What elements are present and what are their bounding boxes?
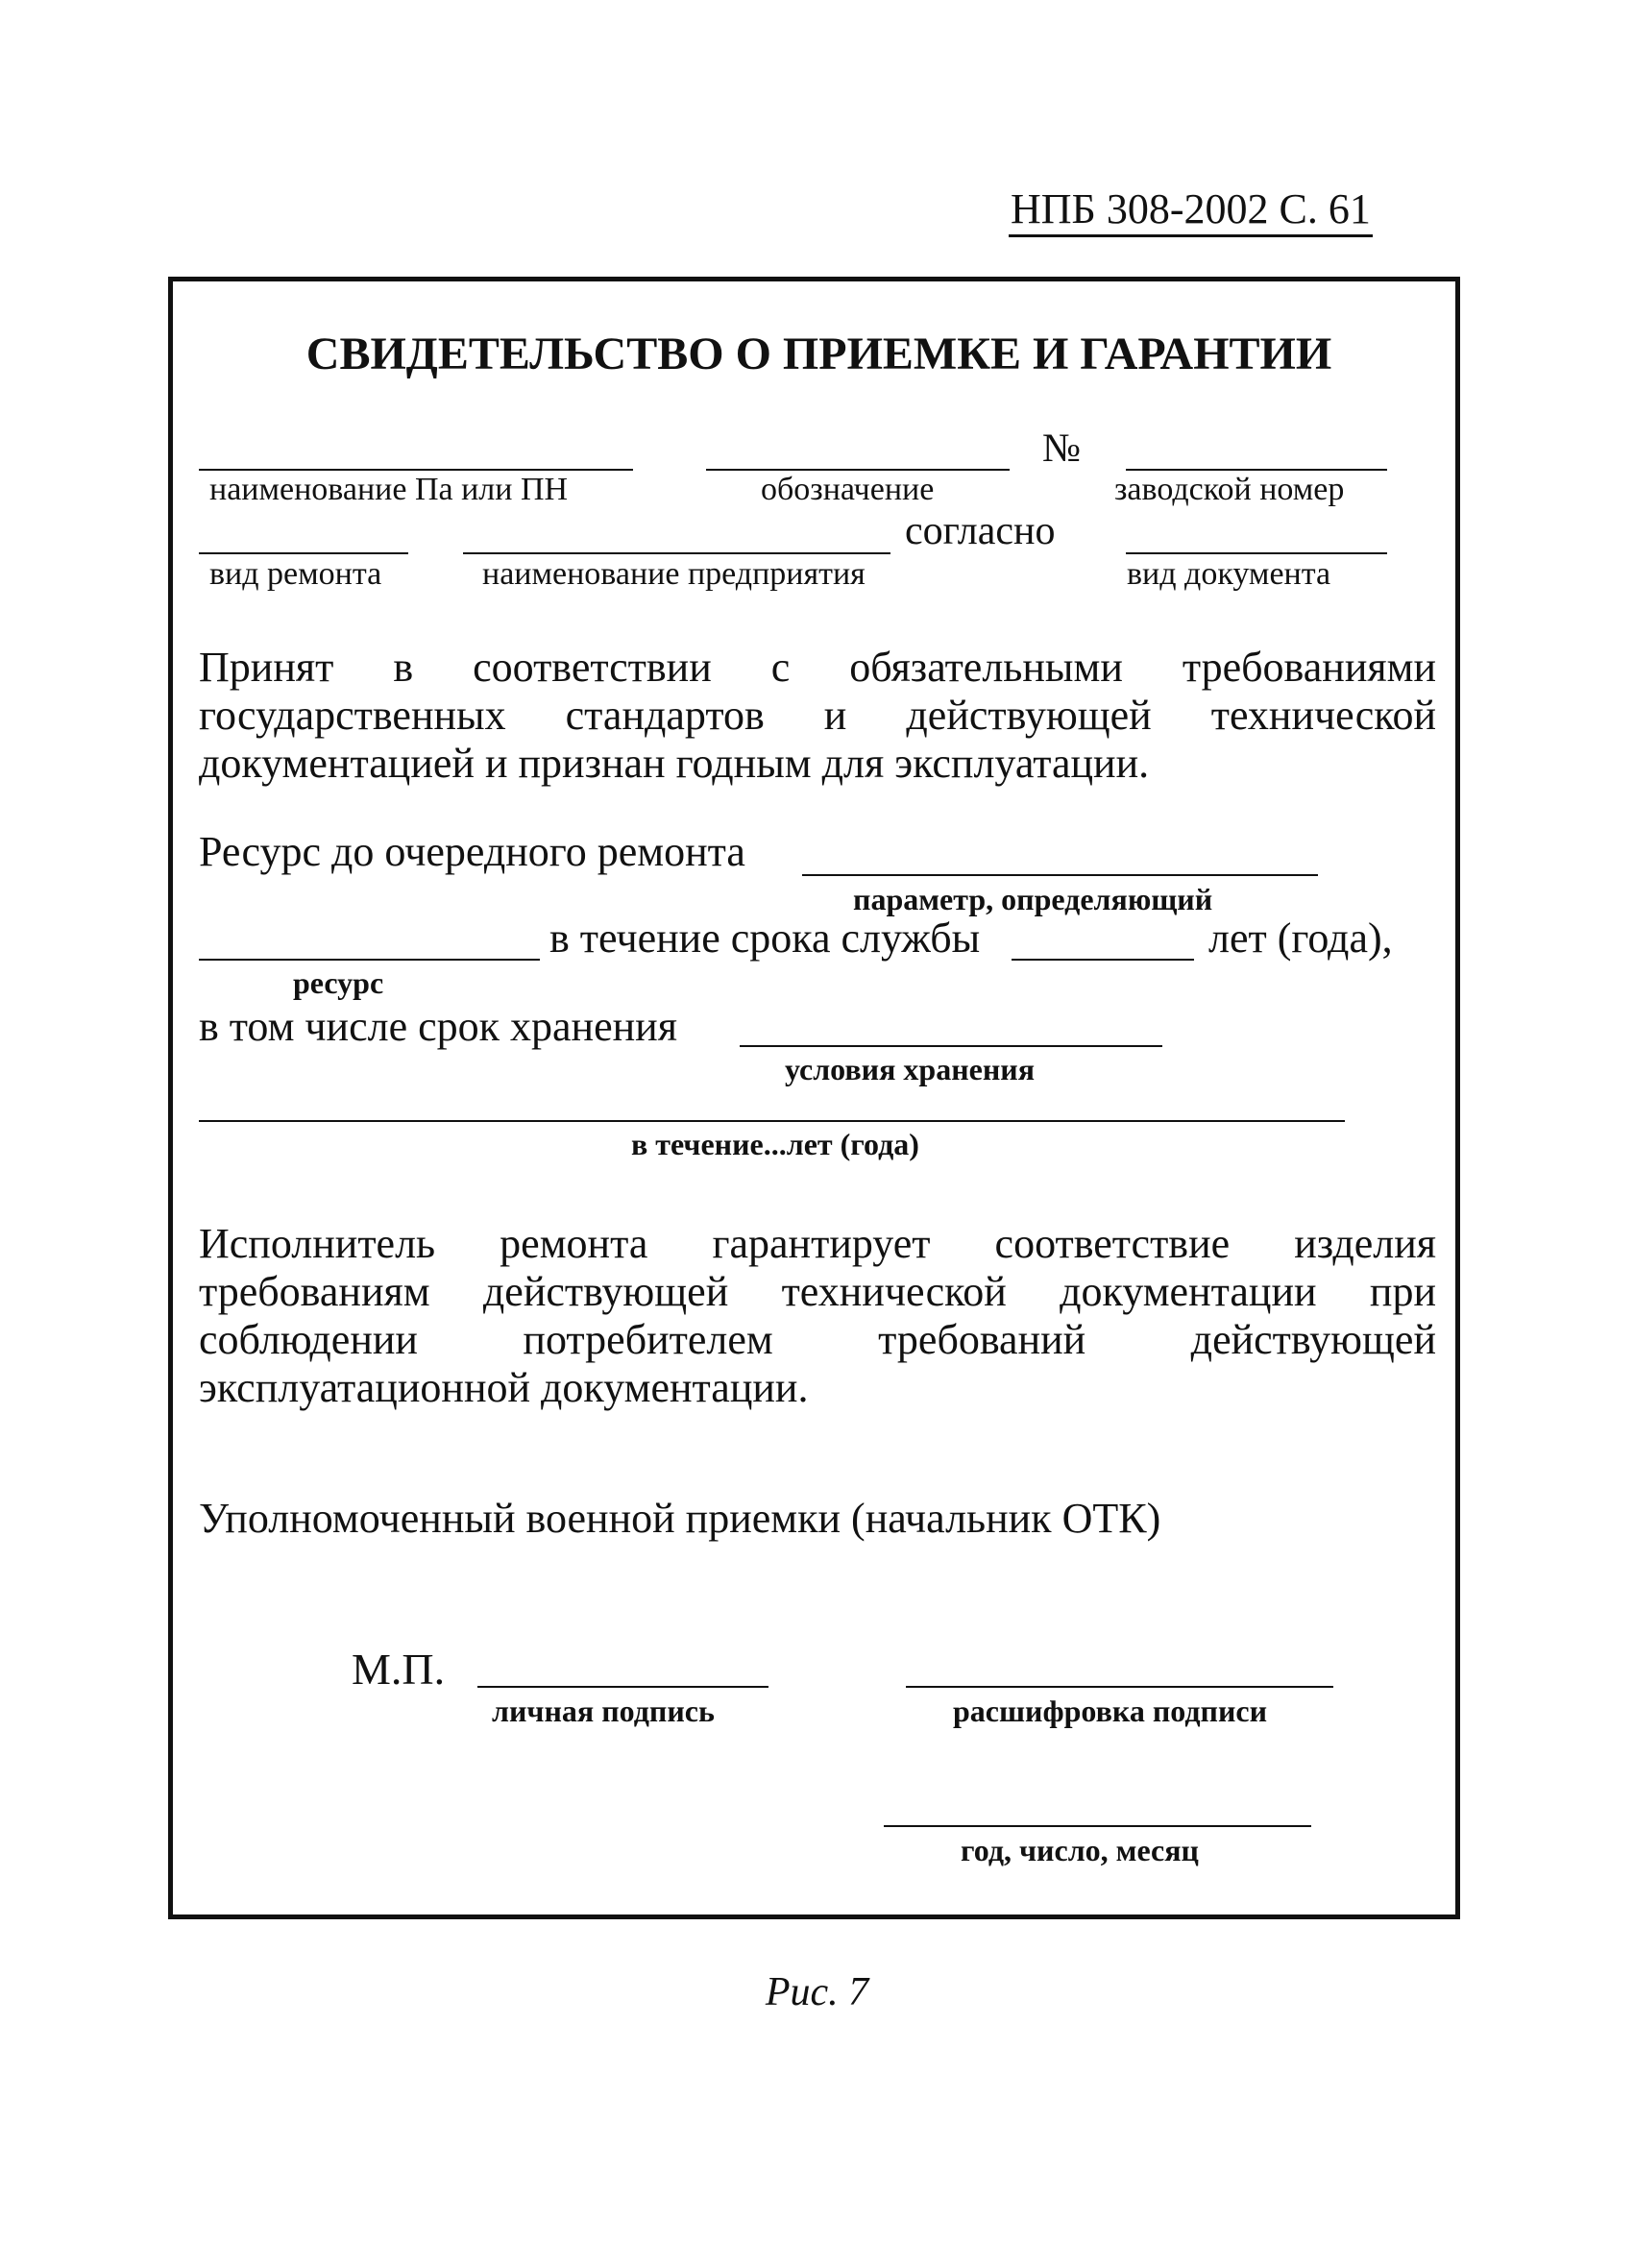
paragraph-accepted: Принят в соответствии с обязательными требованиями государственных стандартов и действующей технической документацией и признан годным для эксплуатации. xyxy=(199,644,1436,787)
field-personal-signature-line[interactable] xyxy=(477,1686,768,1688)
field-service-life-years-line[interactable] xyxy=(1012,959,1194,961)
certificate-form-frame xyxy=(168,277,1460,1919)
caption-parameter: параметр, определяющий xyxy=(853,882,1213,916)
field-storage-line[interactable] xyxy=(740,1045,1162,1047)
figure-caption: Рис. 7 xyxy=(765,1970,869,2014)
field-resource-line[interactable] xyxy=(802,874,1318,876)
caption-during-years: в течение...лет (года) xyxy=(631,1127,919,1161)
text-service-life: в течение срока службы xyxy=(549,915,981,962)
field-resource-value-line[interactable] xyxy=(199,959,540,961)
field-repair-type-line[interactable] xyxy=(199,552,408,554)
field-signature-decoding-line[interactable] xyxy=(906,1686,1333,1688)
field-serial-number-line[interactable] xyxy=(1126,469,1387,471)
caption-product-name: наименование Па или ПН xyxy=(209,472,569,507)
authorized-label: Уполномоченный военной приемки (начальник ОТК) xyxy=(199,1495,1161,1542)
field-product-name-line[interactable] xyxy=(199,469,633,471)
caption-designation: обозначение xyxy=(761,472,935,507)
stamp-place: М.П. xyxy=(352,1645,446,1694)
field-document-type-line[interactable] xyxy=(1126,552,1387,554)
caption-date: год, число, месяц xyxy=(961,1833,1199,1867)
paragraph-guarantee: Исполнитель ремонта гарантирует соответствие изделия требованиям действующей технической документации при соблюдении потребителем требований действующей эксплуатационной документации. xyxy=(199,1220,1436,1411)
text-years: лет (года), xyxy=(1208,915,1393,962)
form-title: СВИДЕТЕЛЬСТВО О ПРИЕМКЕ И ГАРАНТИИ xyxy=(305,329,1332,379)
caption-serial-number: заводской номер xyxy=(1114,472,1345,507)
document-reference: НПБ 308-2002 С. 61 xyxy=(1009,184,1373,237)
caption-document-type: вид документа xyxy=(1127,556,1331,592)
caption-storage-conditions: условия хранения xyxy=(785,1052,1036,1086)
caption-signature-decoding: расшифровка подписи xyxy=(953,1694,1268,1728)
field-enterprise-line[interactable] xyxy=(463,552,890,554)
field-date-line[interactable] xyxy=(884,1825,1311,1827)
number-sign: № xyxy=(1042,427,1082,471)
text-storage: в том числе срок хранения xyxy=(199,1003,677,1050)
caption-personal-signature: личная подпись xyxy=(492,1694,715,1728)
resource-label: Ресурс до очередного ремонта xyxy=(199,828,745,875)
caption-enterprise: наименование предприятия xyxy=(482,556,866,592)
word-according: согласно xyxy=(905,509,1056,553)
field-designation-line[interactable] xyxy=(706,469,1010,471)
caption-resource: ресурс xyxy=(293,965,384,1000)
field-storage-duration-line[interactable] xyxy=(199,1120,1345,1122)
caption-repair-type: вид ремонта xyxy=(209,556,382,592)
